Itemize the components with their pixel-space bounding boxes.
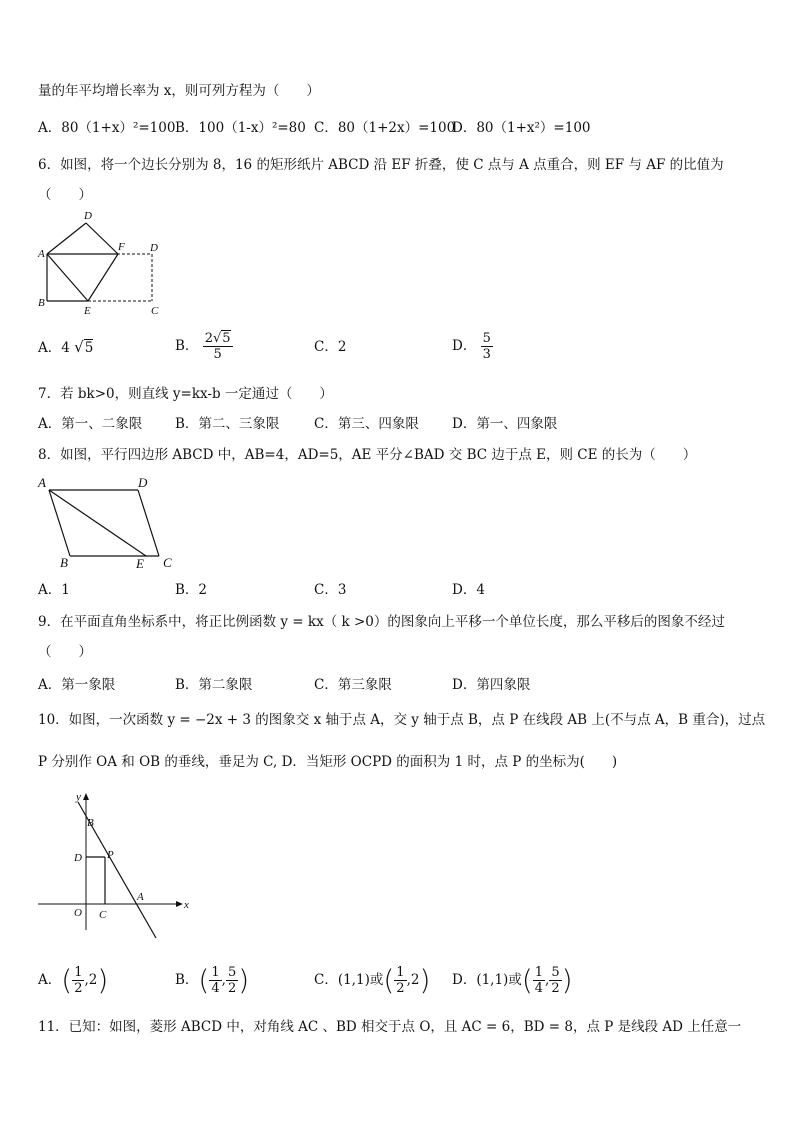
q9-stem: 9．在平面直角坐标系中，将正比例函数 y = kx（ k >0）的图象向上平移一个单位长度，那么平移后的图象不经过 — [38, 614, 725, 630]
q10-axis-x-label: x — [184, 899, 189, 911]
q6-option-a-radicand: 5 — [84, 340, 94, 356]
q7-option-b: B．第二、三象限 — [175, 416, 280, 432]
q6-figure — [34, 208, 168, 322]
q10-option-a: A．( $\frac{1}{2}$ ,2) — [38, 963, 109, 997]
q8-label-e: E — [136, 556, 144, 571]
q10-option-c: C．(1,1)或( $\frac{1}{2}$ ,2) — [314, 963, 431, 997]
q10-option-c-tail: ,2 — [406, 972, 420, 988]
q7-option-c: C．第三、四象限 — [314, 416, 419, 432]
q8-option-c: C．3 — [314, 582, 347, 598]
q10-option-c-den: 2 — [396, 981, 405, 996]
q6-blank: （ ） — [38, 187, 92, 203]
q10-option-a-num: 1 — [74, 965, 83, 980]
q10-option-b-num1: 1 — [211, 965, 220, 980]
q5-stem-tail: 量的年平均增长率为 x，则可列方程为（ ） — [38, 83, 320, 99]
q8-label-a: A — [38, 475, 46, 490]
q10-option-c-prefix: C．(1,1)或 — [314, 972, 384, 988]
q8-option-d: D．4 — [452, 582, 485, 598]
q9-option-d: D．第四象限 — [452, 677, 531, 693]
q5-option-d: D．80（1+x²）=100 — [452, 120, 591, 136]
q10-option-d-num2: 5 — [551, 965, 560, 980]
q10-option-b-den1: 4 — [211, 981, 220, 996]
q5-option-a: A．80（1+x）²=100 — [38, 120, 176, 136]
q9-option-c: C．第三象限 — [314, 677, 392, 693]
q10-figure — [34, 790, 196, 944]
q10-option-b: B．( $\frac{1}{4}$ , $\frac{5}{2}$ ) — [175, 963, 250, 997]
q6-label-a: A — [38, 248, 45, 260]
q6-option-b-prefix: B． — [175, 338, 199, 354]
q6-label-f: F — [118, 241, 125, 253]
q9-option-b: B．第二象限 — [175, 677, 253, 693]
q6-stem: 6．如图，将一个边长分别为 8，16 的矩形纸片 ABCD 沿 EF 折叠，使 C 点与 A 点重合，则 EF 与 AF 的比值为 — [38, 157, 724, 173]
q8-stem: 8．如图，平行四边形 ABCD 中，AB=4，AD=5，AE 平分∠BAD 交 BC 边于点 E，则 CE 的长为（ ） — [38, 447, 697, 463]
q10-option-d: D．(1,1)或( $\frac{1}{4}$ , $\frac{5}{2}$ ) — [452, 963, 573, 997]
q6-label-d: D — [150, 242, 158, 254]
q10-stem-line1: 10．如图，一次函数 y = −2x + 3 的图象交 x 轴于点 A，交 y 轴于点 B，点 P 在线段 AB 上(不与点 A，B 重合)，过点 — [38, 712, 766, 728]
q6-label-c: C — [151, 305, 159, 317]
q10-option-a-tail: ,2 — [84, 972, 98, 988]
q10-label-c: C — [99, 909, 107, 921]
q10-stem-line2: P 分别作 OA 和 OB 的垂线，垂足为 C, D．当矩形 OCPD 的面积为 1 时，点 P 的坐标为( ) — [38, 754, 618, 770]
q8-option-a: A．1 — [38, 582, 70, 598]
q10-option-c-num: 1 — [396, 965, 405, 980]
q5-option-c: C．80（1+2x）=100 — [314, 120, 456, 136]
q10-label-a: A — [137, 891, 144, 903]
q6-option-b-coef: 2 — [204, 331, 213, 346]
q6-option-d — [452, 326, 493, 366]
q10-option-b-den2: 2 — [227, 981, 237, 996]
q8-label-d: D — [138, 475, 148, 490]
q10-option-d-prefix: D．(1,1)或 — [452, 972, 522, 988]
q10-option-d-den1: 4 — [534, 981, 544, 996]
q10-label-p: P — [107, 849, 114, 861]
q8-label-c: C — [163, 555, 172, 570]
q8-option-b: B．2 — [175, 582, 208, 598]
q10-option-d-num1: 1 — [534, 965, 544, 980]
q9-option-a: A．第一象限 — [38, 677, 116, 693]
q6-option-d-num: 5 — [482, 331, 491, 346]
q6-option-c: C．2 — [314, 339, 347, 355]
q7-stem: 7．若 bk>0，则直线 y=kx-b 一定通过（ ） — [38, 386, 333, 402]
q6-option-a: A．4 √5 — [38, 338, 94, 356]
q9-blank: （ ） — [38, 644, 92, 660]
q5-option-b: B．100（1-x）²=80 — [175, 120, 306, 136]
q10-option-b-prefix: B． — [175, 972, 199, 988]
q7-option-a: A．第一、二象限 — [38, 416, 143, 432]
q6-option-b-den: 5 — [213, 347, 222, 362]
q10-label-b: B — [87, 817, 94, 829]
q10-option-d-den2: 2 — [551, 981, 560, 996]
q10-option-a-den: 2 — [74, 981, 83, 996]
q6-label-d-folded: D — [84, 210, 92, 222]
q10-option-b-num2: 5 — [227, 965, 237, 980]
q6-label-e: E — [84, 305, 91, 317]
q6-option-b: B． $\frac{2√5}{5}$ — [175, 331, 231, 362]
q10-option-a-prefix: A． — [38, 972, 62, 988]
q10-label-d: D — [74, 852, 82, 864]
q6-option-d-den: 3 — [482, 347, 491, 362]
q11-stem: 11．已知：如图，菱形 ABCD 中，对角线 AC 、BD 相交于点 O，且 AC = 6，BD = 8，点 P 是线段 AD 上任意一 — [38, 1019, 742, 1035]
q6-option-a-prefix: A．4 — [38, 340, 70, 356]
q8-figure — [32, 473, 182, 577]
q10-axis-y-label: y — [76, 791, 81, 803]
q8-label-b: B — [60, 555, 68, 570]
q7-option-d: D．第一、四象限 — [452, 416, 558, 432]
q10-label-o: O — [74, 907, 82, 919]
q6-label-b: B — [38, 297, 45, 309]
q6-option-b-radicand: 5 — [222, 331, 231, 346]
q6-option-d-prefix: D． — [452, 338, 477, 354]
